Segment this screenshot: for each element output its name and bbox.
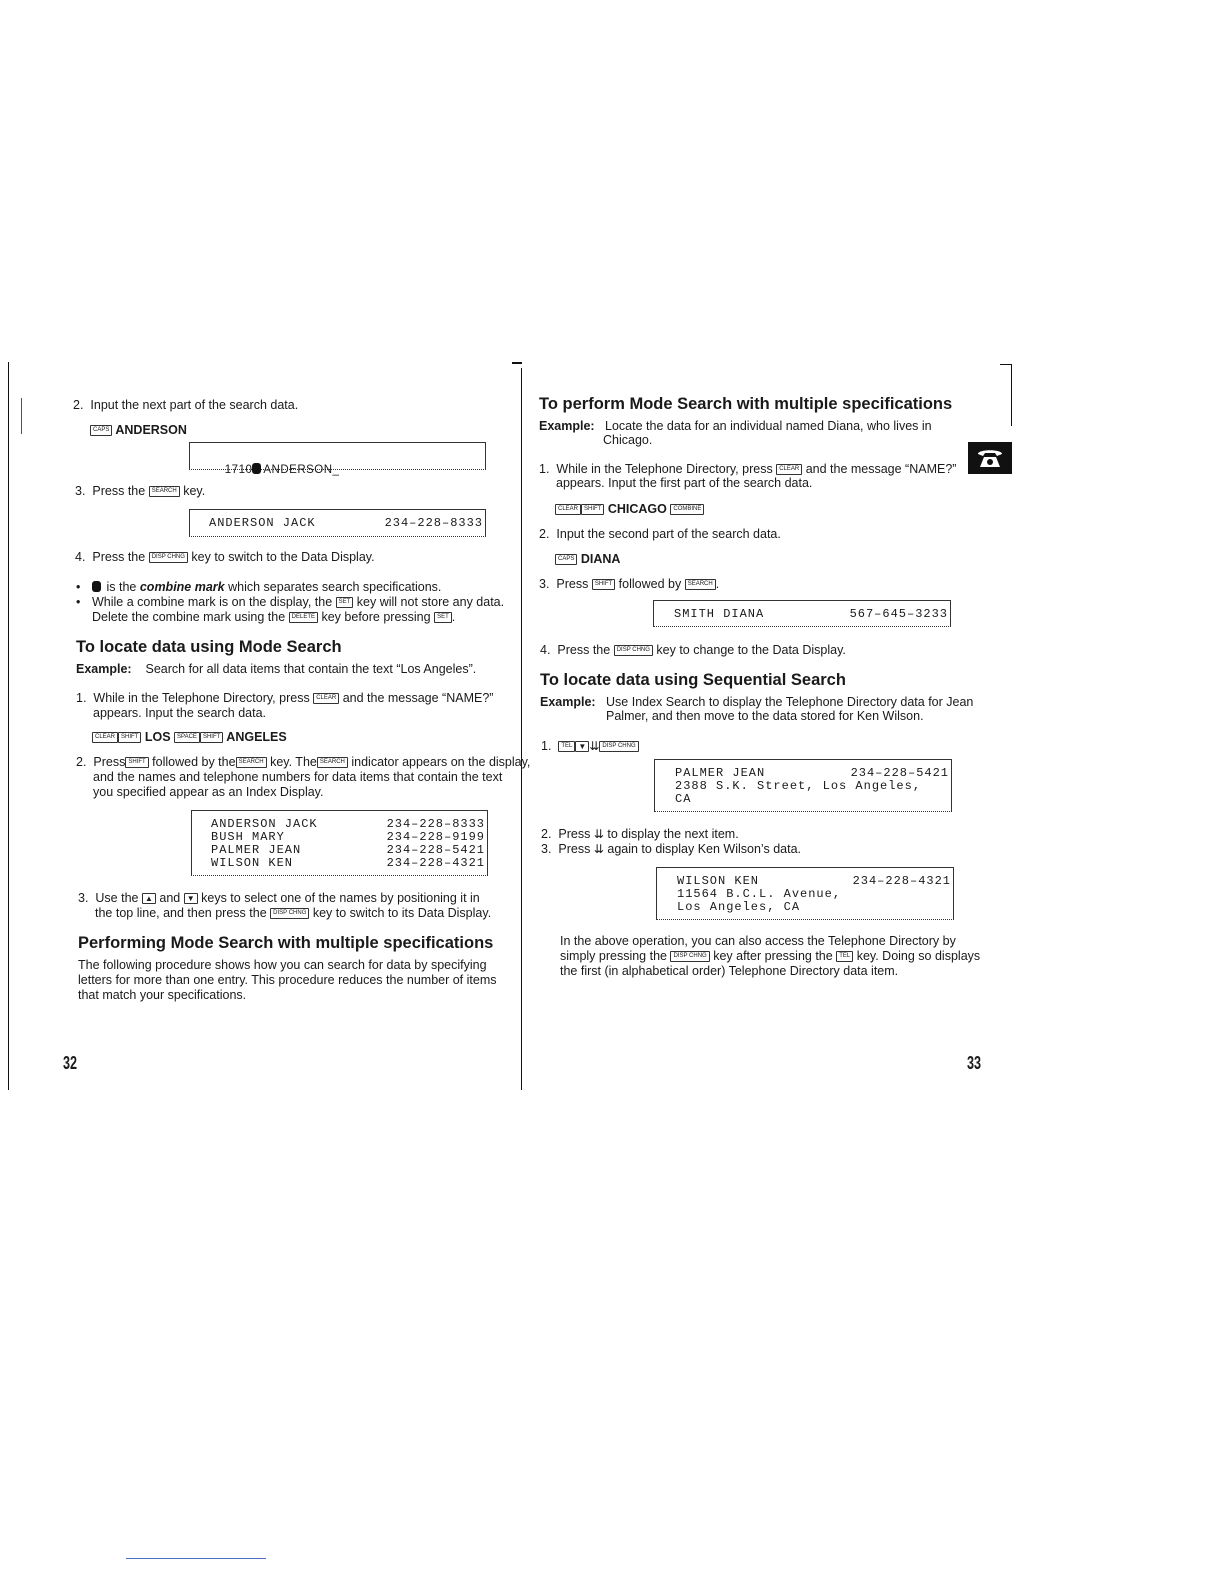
bullet-text: key will not store any data.: [356, 595, 505, 609]
lcd-display-result: [189, 509, 486, 537]
disp-chng-key-icon: DISP CHNG: [599, 741, 638, 752]
display-address: CA: [675, 792, 692, 806]
heading-mode-search: To locate data using Mode Search: [76, 638, 342, 656]
lcd-display-input: [189, 442, 486, 476]
step-text: Press the: [92, 484, 146, 498]
step-text: and the message “NAME?”: [342, 691, 494, 705]
step-text: Input the second part of the search data.: [556, 527, 781, 541]
set-key-icon: SET: [336, 597, 354, 608]
combine-mark-icon: [252, 463, 261, 474]
step-text: Press: [558, 827, 591, 841]
step-number: 1.: [539, 462, 550, 476]
disp-chng-key-icon: DISP CHNG: [670, 951, 709, 962]
left-s1: [76, 691, 493, 706]
left-para-line1: The following procedure shows how you can search for data by specifying: [78, 958, 487, 972]
display-prefix: 1710: [224, 464, 253, 476]
right-example1-line2: Chicago.: [603, 433, 653, 447]
left-step2-entry: [90, 423, 187, 438]
lcd-display-wilson: [656, 867, 954, 920]
left-step4: [75, 550, 375, 565]
caps-key-icon: CAPS: [555, 554, 577, 565]
step-number: 2.: [73, 398, 84, 412]
step-text: While in the Telephone Directory, press: [93, 691, 310, 705]
bullet-combine-mark: [92, 580, 441, 595]
step-text: indicator appears on the display,: [351, 755, 531, 769]
step-number: 3.: [75, 484, 86, 498]
display-phone: 567–645–3233: [849, 607, 948, 621]
right-example2-line2: Palmer, and then move to the data stored for Ken Wilson.: [606, 709, 924, 723]
lcd-index-display: [191, 810, 488, 876]
step-number: 4.: [75, 550, 86, 564]
shift-key-icon: SHIFT: [125, 757, 148, 768]
step-text: and: [159, 891, 181, 905]
left-step2: [73, 398, 298, 413]
step-text: key.: [183, 484, 206, 498]
right-s3: [539, 577, 719, 592]
display-name: SMITH DIANA: [674, 607, 765, 621]
heading-perform-mode-search-multi: To perform Mode Search with multiple specifications: [539, 395, 953, 413]
search-key-icon: SEARCH: [236, 757, 267, 768]
step-text: key to switch to its Data Display.: [312, 906, 492, 920]
entry-word: DIANA: [580, 552, 621, 566]
right-para-line2: [560, 949, 980, 964]
heading-sequential-search: To locate data using Sequential Search: [540, 671, 846, 689]
display-phone: 234–228–8333: [384, 516, 483, 530]
right-seq3: [541, 842, 801, 857]
left-s1-entry: [92, 730, 287, 745]
step-text: While in the Telephone Directory, press: [556, 462, 773, 476]
clear-key-icon: CLEAR: [92, 732, 118, 743]
lcd-display-palmer: [654, 759, 952, 812]
disp-chng-key-icon: DISP CHNG: [614, 645, 653, 656]
step-number: 2.: [76, 755, 87, 769]
right-s2-entry: [555, 552, 620, 567]
gutter-line: [521, 368, 522, 1090]
step-number: 3.: [539, 577, 550, 591]
bullet-text: .: [451, 610, 456, 624]
search-key-icon: SEARCH: [149, 486, 180, 497]
shift-key-icon: SHIFT: [581, 504, 604, 515]
step-text: key to change to the Data Display.: [656, 643, 846, 657]
disp-chng-key-icon: DISP CHNG: [270, 908, 309, 919]
entry-word: ANGELES: [226, 730, 287, 744]
right-seq1: [541, 739, 639, 754]
para-text: simply pressing the: [560, 949, 667, 963]
clear-key-icon: CLEAR: [313, 693, 339, 704]
right-s4: [540, 643, 846, 658]
down-arrow-key-icon: ▼: [184, 893, 198, 904]
left-s3: [78, 891, 480, 906]
tel-key-icon: TEL: [558, 741, 575, 752]
entry-word: LOS: [144, 730, 171, 744]
left-step3: [75, 484, 205, 499]
left-s2-line2: and the names and telephone numbers for data items that contain the text: [93, 770, 503, 784]
index-row-phone: 234–228–4321: [386, 856, 485, 870]
entry-word: CHICAGO: [607, 502, 667, 516]
double-down-arrow-icon: ⇊: [593, 842, 604, 856]
left-s3-line2: [95, 906, 491, 921]
bullet-delete: [92, 610, 455, 625]
example-label: Example:: [539, 419, 595, 433]
left-s2: [76, 755, 530, 770]
left-s2-line3: you specified appear as an Index Display.: [93, 785, 324, 799]
bullet-text: Delete the combine mark using the: [92, 610, 286, 624]
set-key-icon: SET: [434, 612, 452, 623]
step-text: to display the next item.: [607, 827, 739, 841]
heading-performing-mode-search: Performing Mode Search with multiple specifications: [78, 934, 494, 952]
step-text: Press: [556, 577, 589, 591]
para-text: key after pressing the: [713, 949, 833, 963]
bullet-term: combine mark: [139, 580, 225, 594]
down-arrow-key-icon: ▼: [575, 741, 589, 752]
step-number: 2.: [539, 527, 550, 541]
step-text: keys to select one of the names by positioning it in: [201, 891, 480, 905]
bottom-rule: [126, 1558, 266, 1559]
right-s1: [539, 462, 956, 477]
bullet-text: While a combine mark is on the display, the: [92, 595, 333, 609]
example-text: Locate the data for an individual named Diana, who lives in: [605, 419, 932, 433]
bullet-text: key before pressing: [321, 610, 431, 624]
right-para-line3: the first (in alphabetical order) Telephone Directory data item.: [560, 964, 899, 978]
right-seq2: [541, 827, 739, 842]
page-number-left: 32: [63, 1053, 78, 1073]
step-number: 3.: [78, 891, 89, 905]
display-name: ANDERSON JACK: [209, 516, 316, 530]
step-text: followed by the: [152, 755, 236, 769]
bullet-text: which separates search specifications.: [228, 580, 442, 594]
telephone-tab-icon: [968, 442, 1012, 474]
index-row-name: PALMER JEAN: [211, 843, 302, 857]
index-row-name: BUSH MARY: [211, 830, 285, 844]
entry-value: ANDERSON: [115, 423, 187, 437]
combine-key-icon: COMBINE: [670, 504, 704, 515]
clear-key-icon: CLEAR: [776, 464, 802, 475]
para-text: key. Doing so displays: [856, 949, 981, 963]
page-number-right: 33: [967, 1053, 982, 1073]
left-margin-mark: [21, 398, 22, 434]
index-row-name: ANDERSON JACK: [211, 817, 318, 831]
step-number: 3.: [541, 842, 552, 856]
tel-key-icon: TEL: [836, 951, 853, 962]
right-corner-tick: [1000, 364, 1012, 365]
lcd-display-smith: [653, 600, 951, 627]
shift-key-icon: SHIFT: [118, 732, 141, 743]
step-number: 1.: [541, 739, 552, 753]
up-arrow-key-icon: ▲: [142, 893, 156, 904]
step-number: 2.: [541, 827, 552, 841]
step-text: key. The: [270, 755, 317, 769]
delete-key-icon: DELETE: [289, 612, 318, 623]
right-s1-line2: appears. Input the first part of the search data.: [556, 476, 813, 490]
right-page-edge: [1011, 364, 1012, 426]
index-row-name: WILSON KEN: [211, 856, 294, 870]
right-s1-entry: [555, 502, 704, 517]
step-text: Press: [93, 755, 126, 769]
bullet-dot: •: [76, 580, 81, 594]
display-name: WILSON KEN: [677, 874, 760, 888]
step-text: Press the: [557, 643, 611, 657]
display-address: 11564 B.C.L. Avenue,: [677, 887, 842, 901]
display-phone: 234–228–4321: [852, 874, 951, 888]
space-key-icon: SPACE: [174, 732, 200, 743]
display-address: Los Angeles, CA: [677, 900, 801, 914]
left-page-edge: [8, 362, 9, 1090]
bullet-set-key: [92, 595, 504, 610]
gutter-tick: [512, 362, 522, 364]
bullet-text: is the: [106, 580, 137, 594]
example-label: Example:: [76, 662, 132, 676]
step-text: Use the: [95, 891, 139, 905]
index-row-phone: 234–228–9199: [386, 830, 485, 844]
shift-key-icon: SHIFT: [200, 732, 223, 743]
step-text: followed by: [618, 577, 682, 591]
bullet-dot: •: [76, 595, 81, 609]
left-s1-line2: appears. Input the search data.: [93, 706, 267, 720]
display-address: 2388 S.K. Street, Los Angeles,: [675, 779, 922, 793]
shift-key-icon: SHIFT: [592, 579, 615, 590]
example-text: Search for all data items that contain the text “Los Angeles”.: [145, 662, 477, 676]
step-text: Press: [558, 842, 591, 856]
index-row-phone: 234–228–8333: [386, 817, 485, 831]
caps-key-icon: CAPS: [90, 425, 112, 436]
display-phone: 234–228–5421: [850, 766, 949, 780]
step-text: and the message “NAME?”: [805, 462, 957, 476]
double-down-arrow-icon: ⇊: [593, 827, 604, 841]
display-text: ANDERSON_: [263, 464, 340, 476]
right-para-line1: In the above operation, you can also access the Telephone Directory by: [560, 934, 956, 948]
clear-key-icon: CLEAR: [555, 504, 581, 515]
disp-chng-key-icon: DISP CHNG: [149, 552, 188, 563]
step-text: again to display Ken Wilson’s data.: [607, 842, 802, 856]
step-number: 4.: [540, 643, 551, 657]
right-s2: [539, 527, 781, 542]
search-indicator-icon: SEARCH: [317, 757, 348, 768]
example-mode-search: [76, 662, 476, 677]
left-para-line3: that match your specifications.: [78, 988, 247, 1002]
step-text: Input the next part of the search data.: [90, 398, 299, 412]
left-para-line2: letters for more than one entry. This procedure reduces the number of items: [78, 973, 497, 987]
step-text: .: [715, 577, 720, 591]
example-text: Use Index Search to display the Telephone Directory data for Jean: [606, 695, 974, 709]
step-text: key to switch to the Data Display.: [191, 550, 375, 564]
right-example1: [539, 419, 932, 434]
double-down-arrow-icon: ⇊: [589, 739, 600, 753]
example-label: Example:: [540, 695, 596, 709]
step-text: the top line, and then press the: [95, 906, 267, 920]
step-number: 1.: [76, 691, 87, 705]
combine-mark-icon: [92, 581, 101, 592]
index-row-phone: 234–228–5421: [386, 843, 485, 857]
search-key-icon: SEARCH: [685, 579, 716, 590]
right-example2: [540, 695, 973, 710]
step-text: Press the: [92, 550, 146, 564]
display-name: PALMER JEAN: [675, 766, 766, 780]
